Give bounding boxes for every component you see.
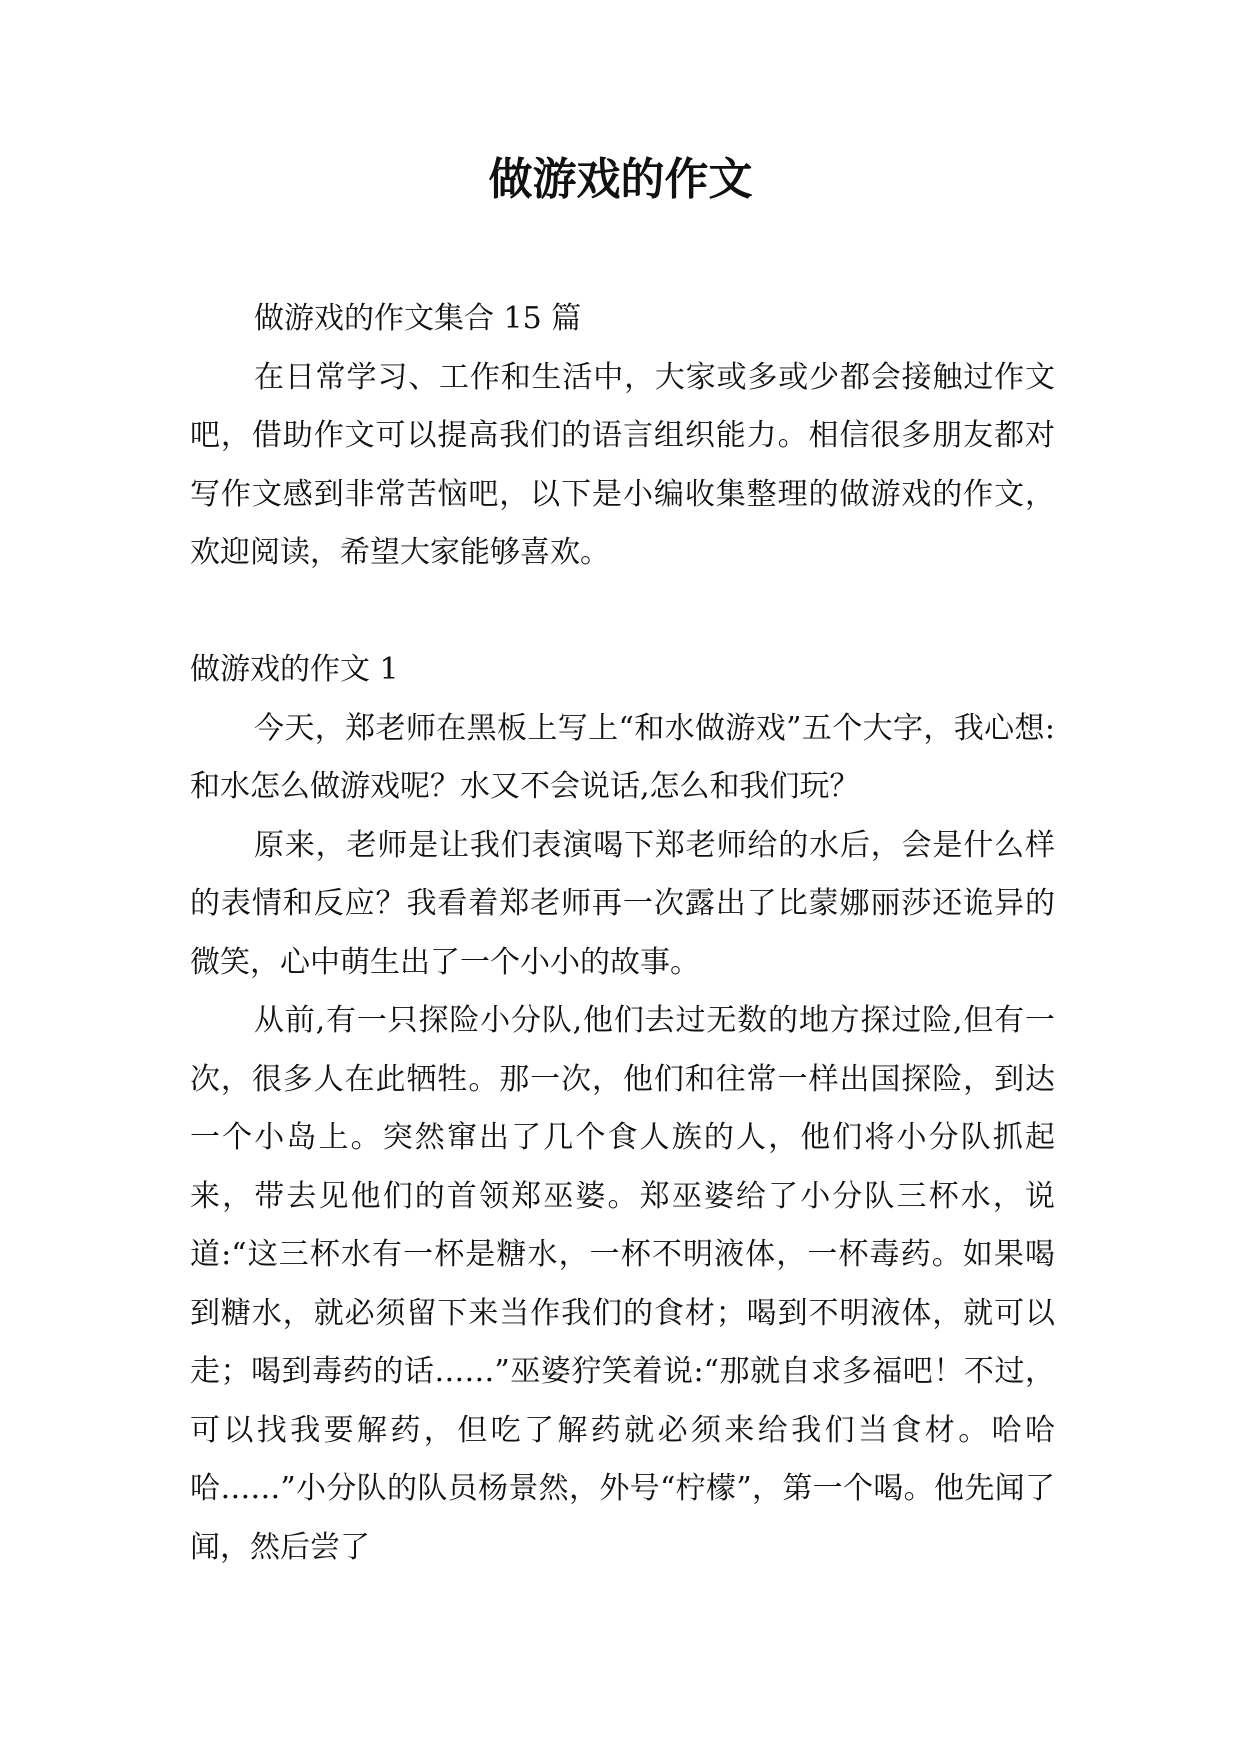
section-heading: 做游戏的作文 1 <box>190 652 399 687</box>
body-paragraph: 今天，郑老师在黑板上写上“和水做游戏”五个大字，我心想: 和水怎么做游戏呢？水又不会说话,怎么和我们玩？ <box>190 710 1055 804</box>
body-paragraph: 原来，老师是让我们表演喝下郑老师给的水后，会是什么样的表情和反应？我看着郑老师再一次露出了比蒙娜丽莎还诡异的微笑，心中萌生出了一个小小的故事。 <box>190 827 1055 980</box>
body-paragraph: 从前,有一只探险小分队,他们去过无数的地方探过险,但有一次，很多人在此牺牲。那一次，他们和往常一样出国探险，到达一个小岛上。突然窜出了几个食人族的人，他们将小分队抓起来，带去见他们的首领郑巫婆。郑巫婆给了小分队三杯水，说道:“这三杯水有一杯是糖水，一杯不明液体，一杯毒药。如果喝到糖水，就必须留下来当作我们的食材；喝到不明液体，就可以走；喝到毒药的话……”巫婆狞笑着说:“那就自求多福吧！不过，可以找我要解药，但吃了解药就必须来给我们当食材。哈哈哈……”小分队的队员杨景然，外号“柠檬”，第一个喝。他先闻了闻，然后尝了 <box>190 1003 1055 1565</box>
document-subtitle: 做游戏的作文集合 15 篇 <box>254 301 582 336</box>
intro-paragraph: 在日常学习、工作和生活中，大家或多或少都会接触过作文吧，借助作文可以提高我们的语言组织能力。相信很多朋友都对写作文感到非常苦恼吧，以下是小编收集整理的做游戏的作文，欢迎阅读，希望大家能够喜欢。 <box>190 359 1055 570</box>
document-title: 做游戏的作文 <box>488 154 753 205</box>
document-body <box>190 290 1055 1577</box>
